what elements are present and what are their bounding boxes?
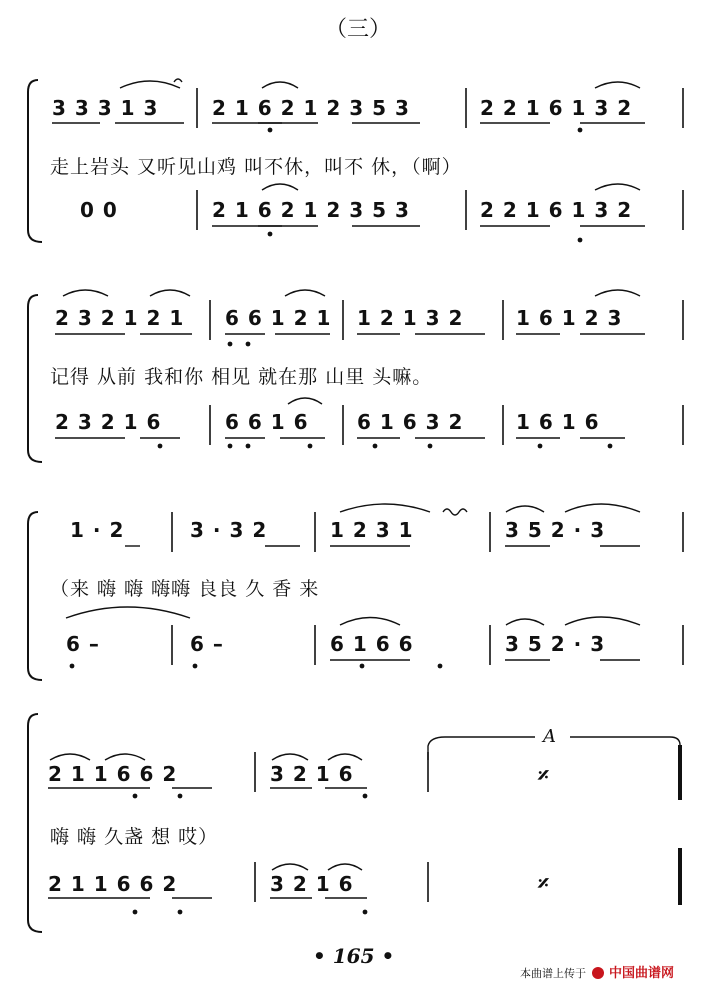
trill-mark (443, 509, 467, 515)
system-2-top-notes-bar-2: 6 6 1 2 1 (225, 306, 332, 330)
system-2-bottom-notes-bar-1: 2 3 2 1 6 (55, 410, 162, 434)
system-2-top-notes-bar-4: 1 6 1 2 3 (516, 306, 623, 330)
system-4-top-notes-bar-1: 2 1 1 6 6 2 (48, 762, 178, 786)
system-1-lyrics: 走上岩头 又听见山鸡 叫不休，叫不 休，（啊） (50, 156, 462, 178)
page-number: • 165 • (313, 944, 395, 968)
credit-prefix: 本曲谱上传于 (520, 967, 586, 980)
system-3-top-notes-bar-1: 1 · 2 (70, 518, 125, 542)
site-logo-icon (592, 967, 604, 979)
system-3-bottom-notes-bar-2: 6 – (190, 632, 224, 656)
system-3-top-notes-bar-4: 3 5 2 · 3 (505, 518, 606, 542)
system-4-bottom-notes-bar-2: 3 2 1 6 (270, 872, 354, 896)
system-3-bottom-notes-bar-3: 6 1 6 6 (330, 632, 414, 656)
system-1-top-notes-bar-1: 3 3 3 1 3 (52, 96, 159, 120)
system-2-bottom-notes-bar-2: 6 6 1 6 (225, 410, 309, 434)
system-3-brace (28, 512, 42, 680)
system-4-bottom-notes-bar-1: 2 1 1 6 6 2 (48, 872, 178, 896)
section-marker-a: A (540, 726, 559, 747)
system-1-brace (28, 80, 42, 242)
system-3-top-notes-bar-2: 3 · 3 2 (190, 518, 268, 542)
upload-credit (520, 962, 674, 981)
system-2-brace (28, 295, 42, 462)
system-3-bottom-notes-bar-1: 6 – (66, 632, 100, 656)
system-1-bottom-notes-bar-3: 2 2 1 6 1 3 2 (480, 198, 633, 222)
system-3-bottom-notes-bar-4: 3 5 2 · 3 (505, 632, 606, 656)
system-3-lyrics: （来 嗨 嗨 嗨嗨 良良 久 香 来 (50, 578, 320, 600)
system-3-top-notes-bar-3: 1 2 3 1 (330, 518, 414, 542)
system-1-bottom-notes-bar-1: 0 0 (80, 198, 118, 222)
system-4-top-notes-bar-2: 3 2 1 6 (270, 762, 354, 786)
system-2-bottom-notes-bar-4: 1 6 1 6 (516, 410, 600, 434)
fermata-mark (174, 79, 182, 82)
system-2-lyrics: 记得 从前 我和你 相见 就在那 山里 头嘛。 (50, 366, 433, 388)
repeat-sign-top: 𝄎 (538, 764, 549, 789)
system-2-top-notes-bar-1: 2 3 2 1 2 1 (55, 306, 185, 330)
system-1-bottom-notes-bar-2: 2 1 6 2 1 2 3 5 3 (212, 198, 410, 222)
section-title: （三） (325, 17, 392, 42)
credit-brand: 中国曲谱网 (609, 966, 675, 981)
system-1-top-notes-bar-3: 2 2 1 6 1 3 2 (480, 96, 633, 120)
repeat-sign-bottom: 𝄎 (538, 872, 549, 897)
system-2-bottom-notes-bar-3: 6 1 6 3 2 (357, 410, 464, 434)
system-4-lyrics: 嗨 嗨 久盏 想 哎） (50, 826, 219, 848)
system-2-top-notes-bar-3: 1 2 1 3 2 (357, 306, 464, 330)
system-1-top-notes-bar-2: 2 1 6 2 1 2 3 5 3 (212, 96, 410, 120)
system-4-brace (28, 714, 42, 932)
